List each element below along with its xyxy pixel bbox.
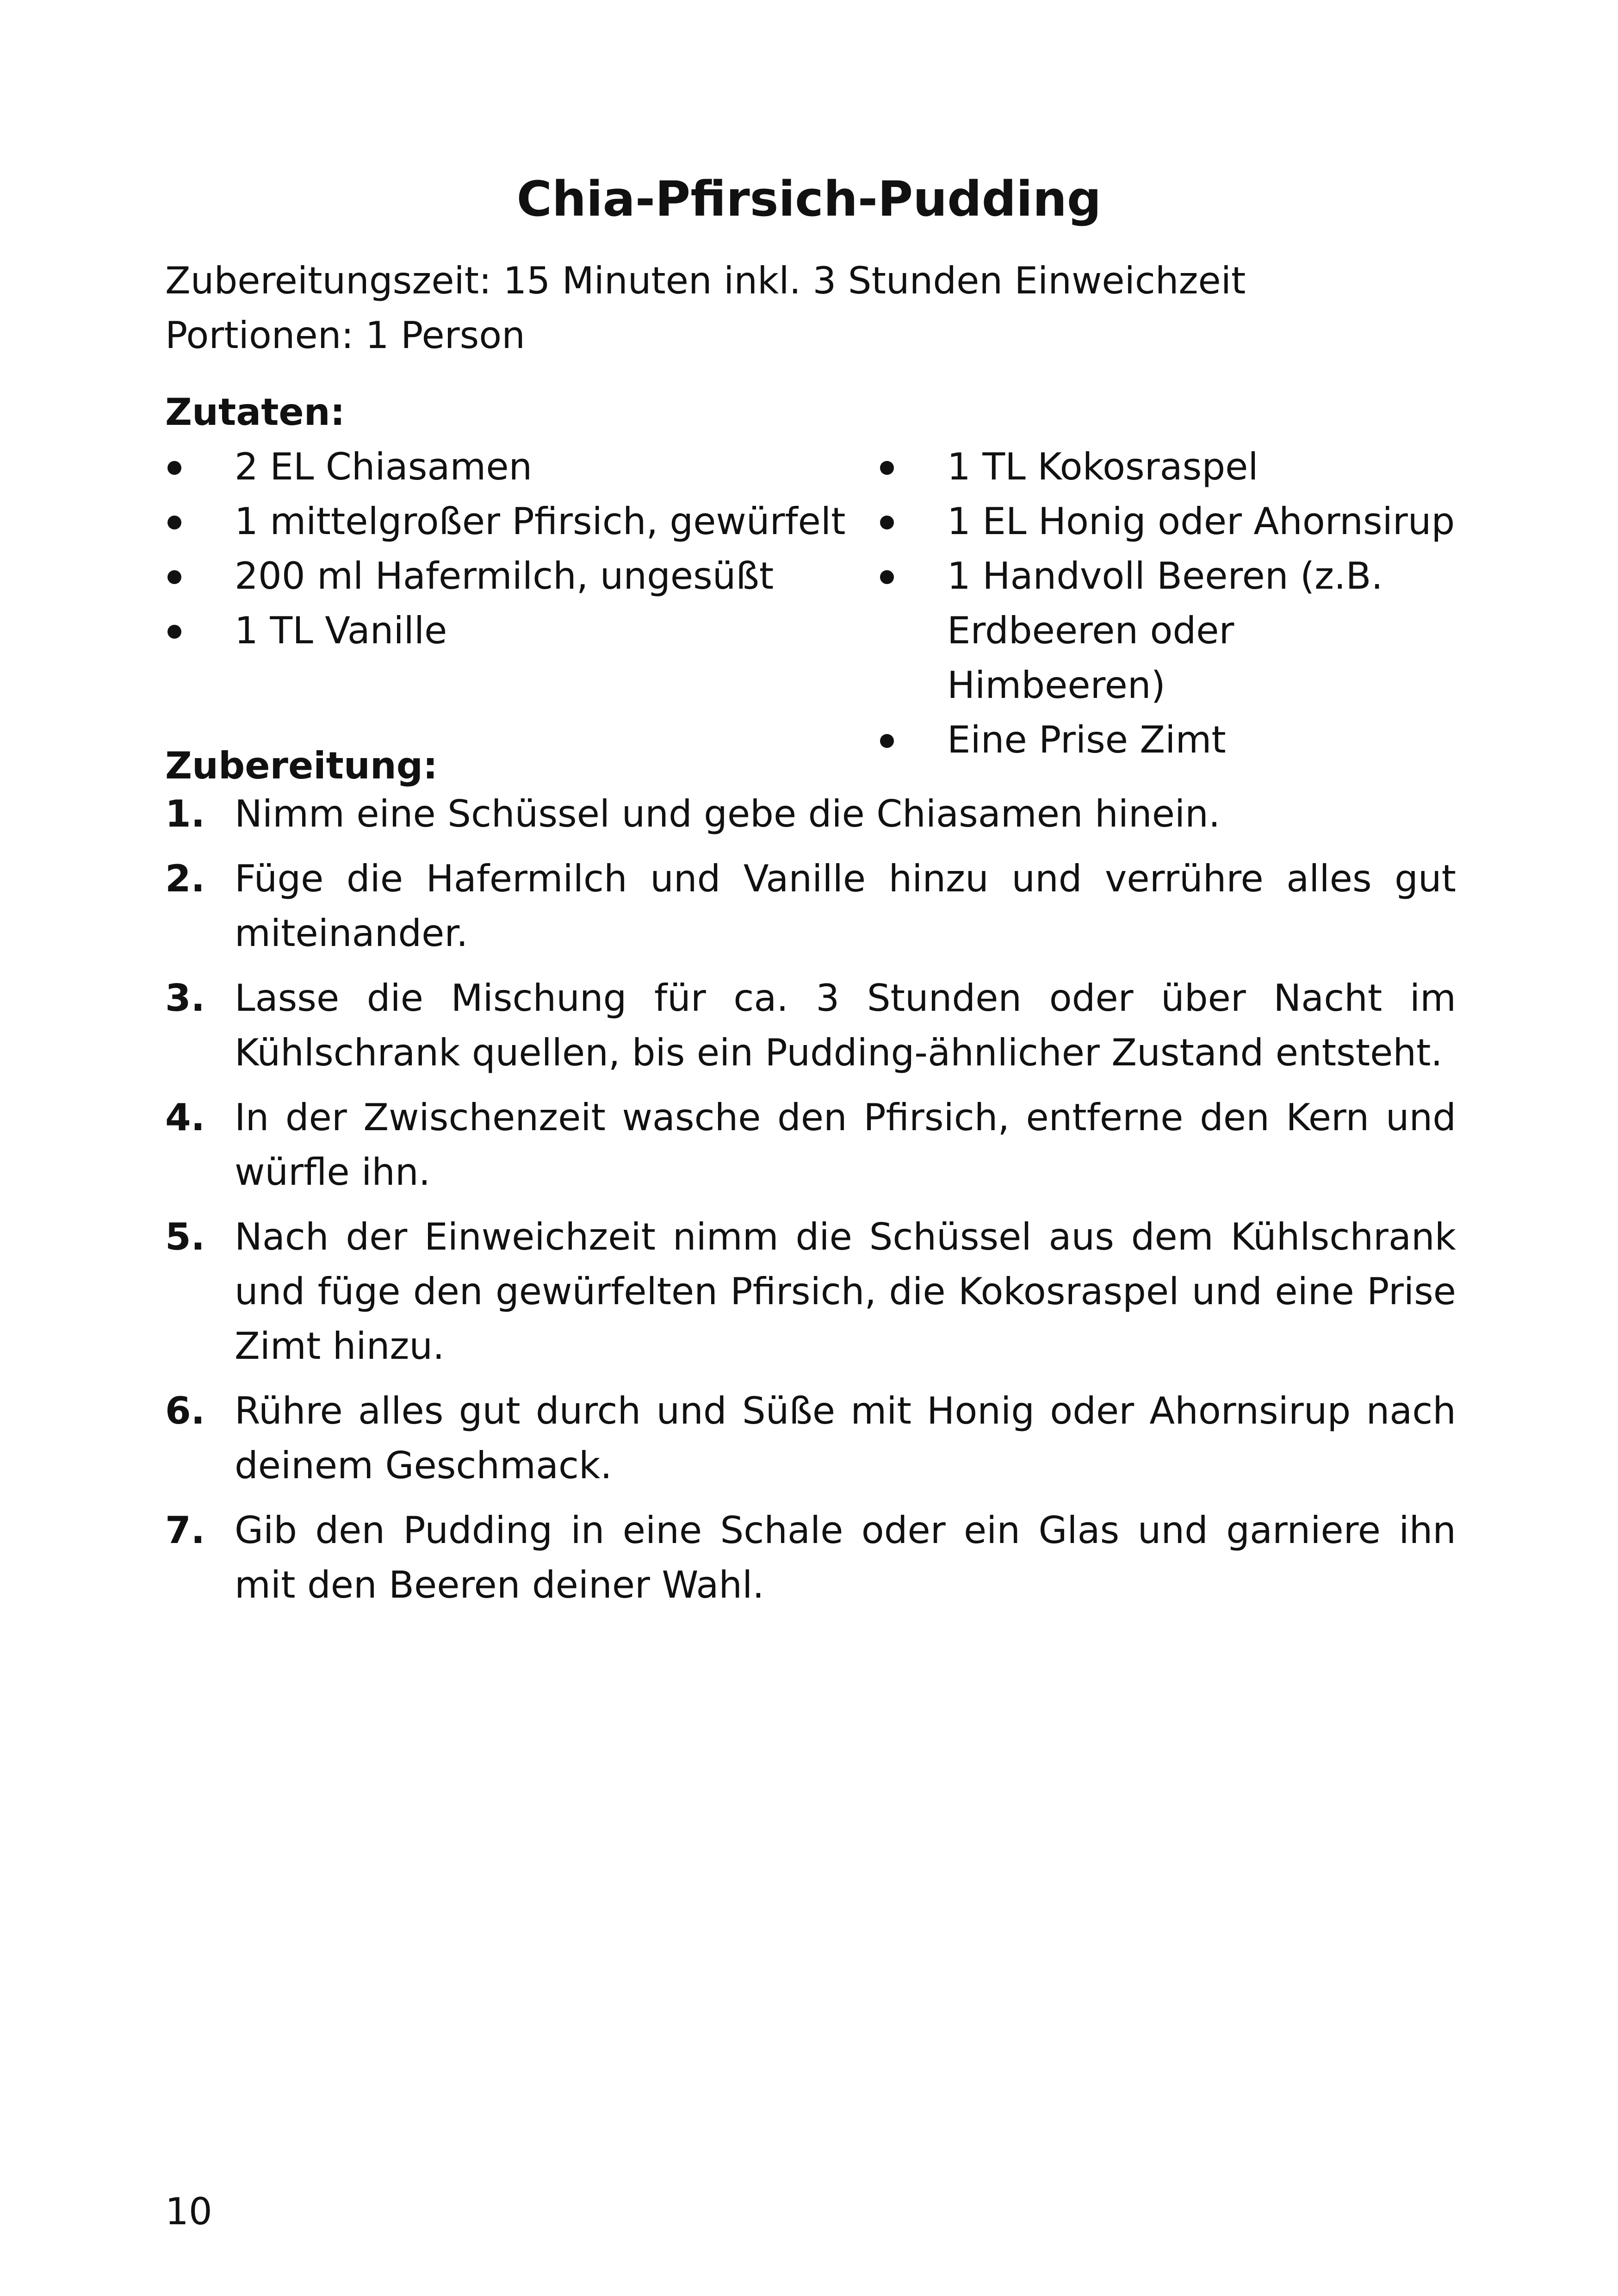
step-number: 5.: [165, 1215, 205, 1258]
bullet-icon: [880, 734, 894, 748]
step-text: Nach der Einweichzeit nimm die Schüssel aus dem Kühlschrank und füge den gewürfelten Pfirsich, die Kokosraspel und eine Prise Zimt hinzu.: [235, 1215, 1456, 1368]
bullet-icon: [167, 516, 181, 529]
ingredient-item: [878, 440, 1456, 494]
step-number: 1.: [165, 792, 205, 835]
recipe-title: Chia-Pfirsich-Pudding: [516, 171, 1102, 227]
ingredient-text: 200 ml Hafermilch, ungesüßt: [235, 554, 774, 597]
step-number: 2.: [165, 857, 205, 900]
step-text: Gib den Pudding in eine Schale oder ein Glas und garniere ihn mit den Beeren deiner Wahl.: [235, 1509, 1456, 1606]
step-text: Rühre alles gut durch und Süße mit Honig oder Ahornsirup nach deinem Geschmack.: [235, 1389, 1456, 1487]
step-item: [165, 971, 1456, 1080]
step-item: [165, 1384, 1456, 1493]
bullet-icon: [167, 461, 181, 475]
step-text: Lasse die Mischung für ca. 3 Stunden oder über Nacht im Kühlschrank quellen, bis ein Pudding-ähnlicher Zustand entsteht.: [235, 977, 1456, 1074]
step-item: [165, 852, 1456, 961]
bullet-icon: [167, 570, 181, 584]
step-number: 3.: [165, 977, 205, 1020]
step-number: 4.: [165, 1096, 205, 1139]
bullet-icon: [880, 461, 894, 475]
ingredient-text: 1 mittelgroßer Pfirsich, gewürfelt: [235, 500, 846, 543]
ingredient-text: 1 EL Honig oder Ahornsirup: [947, 500, 1455, 543]
ingredient-text: 1 Handvoll Beeren (z.B. Erdbeeren oder Himbeeren): [947, 554, 1383, 707]
step-item: [165, 1090, 1456, 1200]
step-number: 6.: [165, 1389, 205, 1432]
ingredient-item: [165, 440, 878, 494]
ingredient-item: [878, 549, 1456, 713]
prep-time: Zubereitungszeit: 15 Minuten inkl. 3 Stunden Einweichzeit: [165, 259, 1246, 302]
step-item: [165, 1503, 1456, 1612]
preparation-heading: Zubereitung:: [165, 744, 438, 787]
bullet-icon: [880, 516, 894, 529]
ingredient-item: [165, 494, 878, 549]
ingredients-column-right: [878, 440, 1456, 767]
bullet-icon: [880, 570, 894, 584]
ingredient-text: 1 TL Kokosraspel: [947, 445, 1258, 488]
preparation-steps: [165, 787, 1456, 1623]
step-text: Füge die Hafermilch und Vanille hinzu und verrühre alles gut miteinander.: [235, 857, 1456, 955]
portions: Portionen: 1 Person: [165, 314, 525, 357]
bullet-icon: [167, 625, 181, 639]
ingredients-column-left: [165, 440, 878, 767]
page-number: 10: [165, 2190, 212, 2233]
ingredient-item: [878, 494, 1456, 549]
ingredient-item: [878, 713, 1456, 767]
step-item: [165, 787, 1456, 841]
recipe-meta: [165, 254, 1246, 363]
ingredients-list: [165, 440, 1456, 767]
ingredient-text: Eine Prise Zimt: [947, 718, 1226, 761]
ingredient-item: [165, 604, 878, 658]
ingredients-heading: Zutaten:: [165, 391, 345, 434]
step-text: Nimm eine Schüssel und gebe die Chiasamen hinein.: [235, 792, 1221, 835]
ingredient-text: 1 TL Vanille: [235, 609, 447, 652]
ingredient-item: [165, 549, 878, 604]
step-text: In der Zwischenzeit wasche den Pfirsich, entferne den Kern und würfle ihn.: [235, 1096, 1456, 1194]
step-item: [165, 1210, 1456, 1374]
ingredient-text: 2 EL Chiasamen: [235, 445, 533, 488]
step-number: 7.: [165, 1509, 205, 1552]
